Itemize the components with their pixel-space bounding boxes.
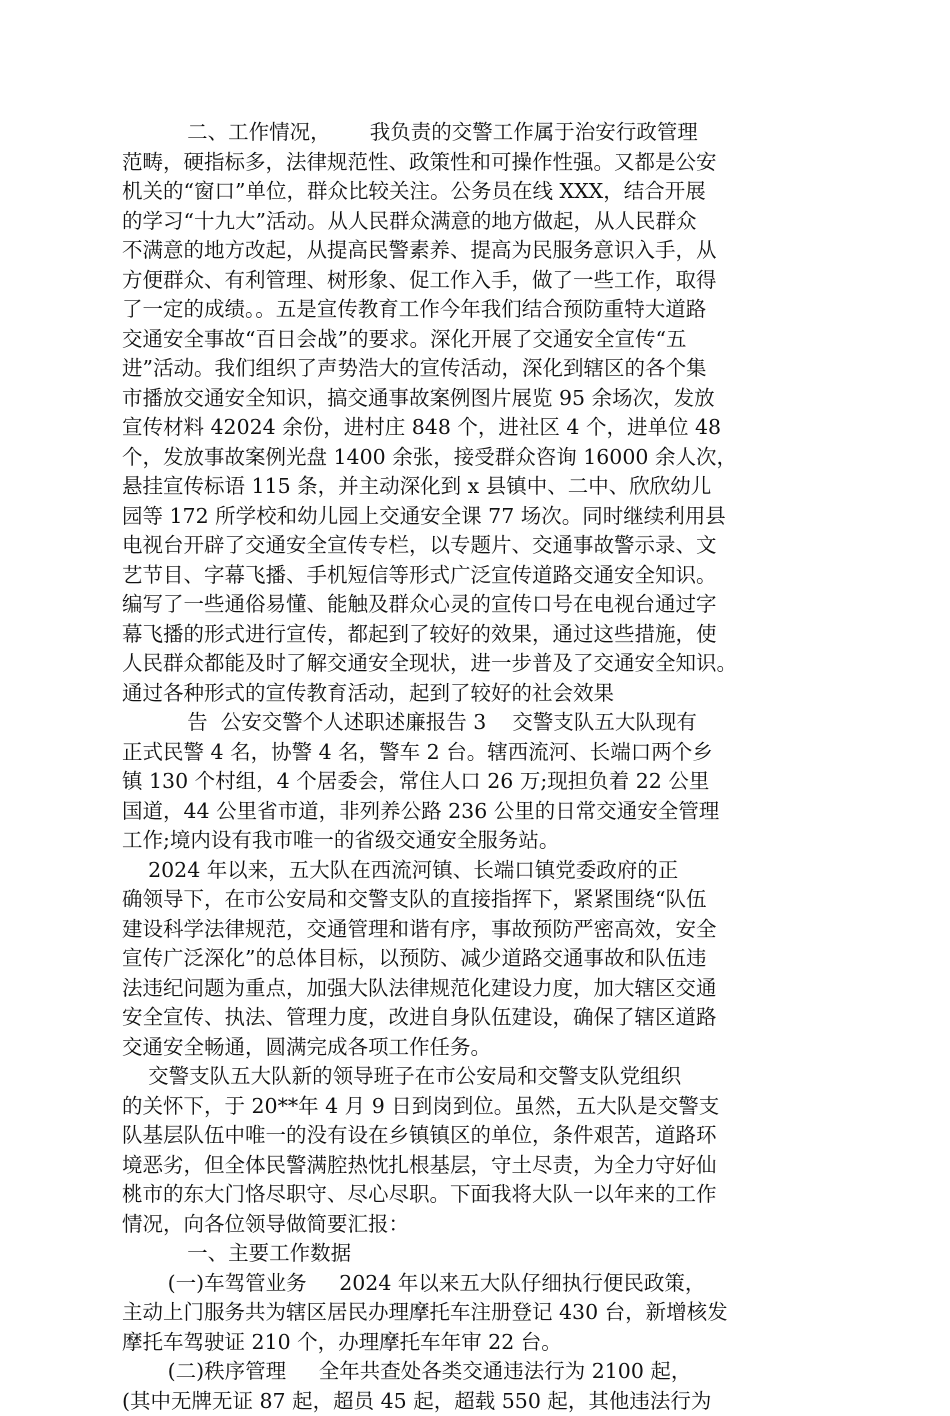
text-line: 摩托车驾驶证 210 个，办理摩托车年审 22 台。: [122, 1328, 812, 1358]
text-line: 悬挂宣传标语 115 条，并主动深化到 x 县镇中、二中、欣欣幼儿: [122, 472, 812, 502]
text-line: 宣传广泛深化”的总体目标，以预防、减少道路交通事故和队伍违: [122, 944, 812, 974]
text-line: (其中无牌无证 87 起，超员 45 起，超载 550 起，其他违法行为: [122, 1387, 812, 1416]
text-line: 的学习“十九大”活动。从人民群众满意的地方做起，从人民群众: [122, 207, 812, 237]
text-line: 进”活动。我们组织了声势浩大的宣传活动，深化到辖区的各个集: [122, 354, 812, 384]
paragraph-order-management: [122, 1357, 812, 1416]
text-line: (一)车驾管业务 2024 年以来五大队仔细执行便民政策，: [122, 1269, 812, 1299]
text-line: 2024 年以来，五大队在西流河镇、长端口镇党委政府的正: [122, 856, 812, 886]
text-line: 桃市的东大门恪尽职守、尽心尽职。下面我将大队一以年来的工作: [122, 1180, 812, 1210]
text-line: 法违纪问题为重点，加强大队法律规范化建设力度，加大辖区交通: [122, 974, 812, 1004]
text-line: 编写了一些通俗易懂、能触及群众心灵的宣传口号在电视台通过字: [122, 590, 812, 620]
text-line: 二、工作情况， 我负责的交警工作属于治安行政管理: [122, 118, 812, 148]
text-line: 交通安全畅通，圆满完成各项工作任务。: [122, 1033, 812, 1063]
text-line: 幕飞播的形式进行宣传，都起到了较好的效果，通过这些措施，使: [122, 620, 812, 650]
text-line: 交通安全事故“百日会战”的要求。深化开展了交通安全宣传“五: [122, 325, 812, 355]
paragraph-report-title: [122, 708, 812, 856]
text-line: 告 公安交警个人述职述廉报告 3 交警支队五大队现有: [122, 708, 812, 738]
text-line: 境恶劣，但全体民警满腔热忱扎根基层，守土尽责，为全力守好仙: [122, 1151, 812, 1181]
text-line: 人民群众都能及时了解交通安全现状，进一步普及了交通安全知识。: [122, 649, 812, 679]
section-heading: 一、主要工作数据: [122, 1239, 812, 1269]
text-line: 园等 172 所学校和幼儿园上交通安全课 77 场次。同时继续利用县: [122, 502, 812, 532]
text-line: 市播放交通安全知识，搞交通事故案例图片展览 95 余场次，发放: [122, 384, 812, 414]
text-line: 确领导下，在市公安局和交警支队的直接指挥下，紧紧围绕“队伍: [122, 885, 812, 915]
document-page: [122, 118, 812, 1416]
text-line: 交警支队五大队新的领导班子在市公安局和交警支队党组织: [122, 1062, 812, 1092]
text-line: 机关的“窗口”单位，群众比较关注。公务员在线 XXX，结合开展: [122, 177, 812, 207]
text-line: 不满意的地方改起，从提高民警素养、提高为民服务意识入手，从: [122, 236, 812, 266]
text-line: 电视台开辟了交通安全宣传专栏，以专题片、交通事故警示录、文: [122, 531, 812, 561]
section-heading-main-data: [122, 1239, 812, 1269]
text-line: 个，发放事故案例光盘 1400 余张，接受群众咨询 16000 余人次，: [122, 443, 812, 473]
text-line: 安全宣传、执法、管理力度，改进自身队伍建设，确保了辖区道路: [122, 1003, 812, 1033]
text-line: 情况，向各位领导做简要汇报：: [122, 1210, 812, 1240]
paragraph-since-2024: [122, 856, 812, 1063]
text-line: 主动上门服务共为辖区居民办理摩托车注册登记 430 台，新增核发: [122, 1298, 812, 1328]
text-line: 方便群众、有利管理、树形象、促工作入手，做了一些工作，取得: [122, 266, 812, 296]
text-line: 宣传材料 42024 余份，进村庄 848 个，进社区 4 个，进单位 48: [122, 413, 812, 443]
text-line: 范畴，硬指标多，法律规范性、政策性和可操作性强。又都是公安: [122, 148, 812, 178]
text-line: 通过各种形式的宣传教育活动，起到了较好的社会效果: [122, 679, 812, 709]
text-line: 国道，44 公里省市道，非列养公路 236 公里的日常交通安全管理: [122, 797, 812, 827]
text-line: 队基层队伍中唯一的没有设在乡镇镇区的单位，条件艰苦，道路环: [122, 1121, 812, 1151]
text-line: (二)秩序管理 全年共查处各类交通违法行为 2100 起，: [122, 1357, 812, 1387]
text-line: 正式民警 4 名，协警 4 名，警车 2 台。辖西流河、长端口两个乡: [122, 738, 812, 768]
paragraph-work-situation: [122, 118, 812, 708]
text-line: 艺节目、字幕飞播、手机短信等形式广泛宣传道路交通安全知识。: [122, 561, 812, 591]
text-line: 建设科学法律规范，交通管理和谐有序，事故预防严密高效，安全: [122, 915, 812, 945]
text-line: 的关怀下，于 20**年 4 月 9 日到岗到位。虽然，五大队是交警支: [122, 1092, 812, 1122]
paragraph-leadership: [122, 1062, 812, 1239]
text-line: 工作;境内设有我市唯一的省级交通安全服务站。: [122, 826, 812, 856]
text-line: 了一定的成绩。。五是宣传教育工作今年我们结合预防重特大道路: [122, 295, 812, 325]
text-line: 镇 130 个村组，4 个居委会，常住人口 26 万;现担负着 22 公里: [122, 767, 812, 797]
